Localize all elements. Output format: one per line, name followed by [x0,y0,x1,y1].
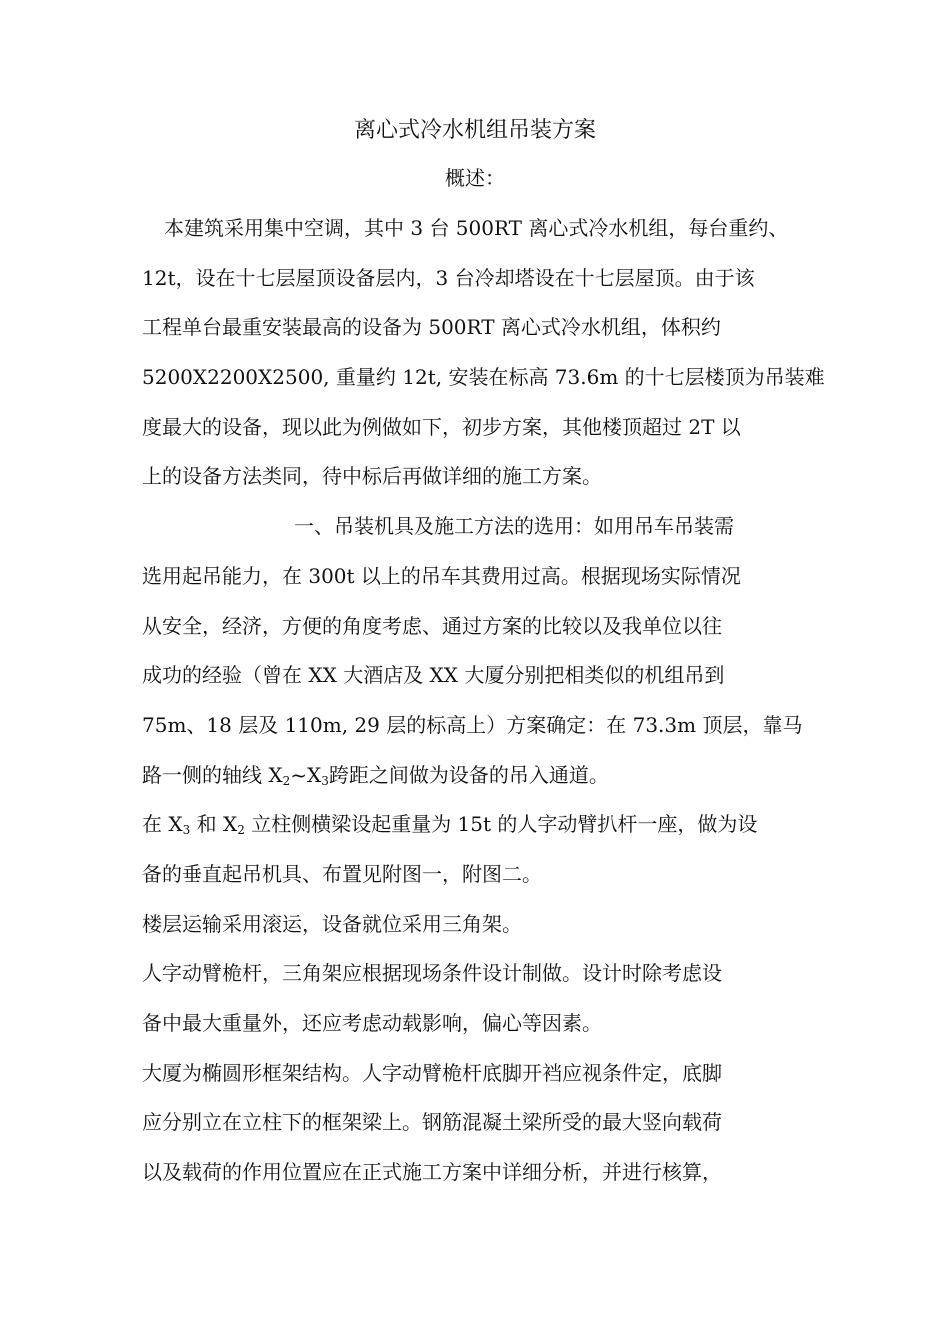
text-line [142,759,842,809]
text-fragment: 跨距之间做为设备的吊入通道。 [328,762,609,787]
text-fragment: ~X [290,762,322,787]
text-fragment: 立柱侧横梁设起重量为 15t 的人字动臂扒杆一座，做为设 [244,812,758,837]
text-line: 本建筑采用集中空调，其中 3 台 500RT 离心式冷水机组，每台重约、 [164,216,789,240]
text-line: 应分别立在立柱下的框架梁上。钢筋混凝土梁所受的最大竖向载荷 [142,1110,722,1135]
text-line: 从安全，经济，方便的角度考虑、通过方案的比较以及我单位以往 [142,613,722,638]
subscript: 2 [237,823,245,838]
text-line: 工程单台最重安装最高的设备为 500RT 离心式冷水机组，体积约 [142,315,721,340]
text-fragment: 路一侧的轴线 X [142,762,283,787]
body-text [142,212,842,1206]
text-line: 选用起吊能力，在 300t 以上的吊车其费用过高。根据现场实际情况 [142,563,741,588]
text-line: 上的设备方法类同，待中标后再做详细的施工方案。 [142,464,602,489]
document-title: 离心式冷水机组吊装方案 [353,118,596,143]
text-line: 以及载荷的作用位置应在正式施工方案中详细分析，并进行核算， [142,1160,722,1185]
section-heading-equipment: 一、吊装机具及施工方法的选用：如用吊车吊装需 [294,514,734,539]
text-line: 备的垂直起吊机具、布置见附图一，附图二。 [142,861,542,886]
subscript: 2 [282,773,291,788]
text-line: 人字动臂桅杆，三角架应根据现场条件设计制做。设计时除考虑设 [142,961,722,986]
text-line: 度最大的设备，现以此为例做如下，初步方案，其他楼顶超过 2T 以 [142,414,741,439]
text-line: 75m、18 层及 110m, 29 层的标高上）方案确定：在 73.3m 顶层，靠马 [142,712,803,737]
text-line [142,808,842,858]
text-fragment: 和 X [190,812,238,837]
subscript: 3 [321,773,329,788]
subscript: 3 [182,823,191,838]
text-line: 成功的经验（曾在 XX 大酒店及 XX 大厦分别把相类似的机组吊到 [142,663,725,688]
text-line: 楼层运输采用滚运，设备就位采用三角架。 [142,911,522,936]
text-line: 备中最大重量外，还应考虑动载影响，偏心等因素。 [142,1011,602,1035]
text-line: 大厦为椭圆形框架结构。人字动臂桅杆底脚开裆应视条件定，底脚 [142,1060,722,1085]
text-line: 12t，设在十七层屋顶设备层内，3 台冷却塔设在十七层屋顶。由于该 [142,265,755,290]
text-line: 5200X2200X2500, 重量约 12t, 安装在标高 73.6m 的十七层楼顶为吊装难 [142,365,825,390]
section-heading-overview: 概述： [445,166,505,190]
text-fragment: 在 X [142,812,183,837]
